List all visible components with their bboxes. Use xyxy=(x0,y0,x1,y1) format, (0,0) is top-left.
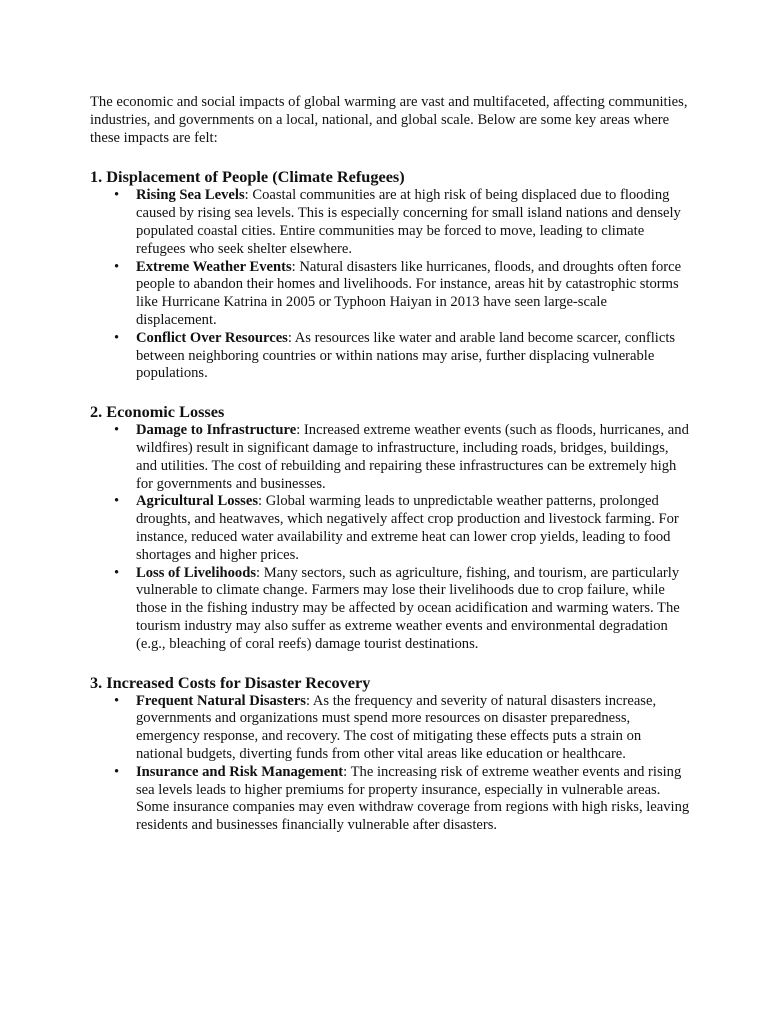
item-term: Agricultural Losses xyxy=(136,493,259,510)
item-term: Extreme Weather Events xyxy=(136,258,292,275)
bullet-icon: • xyxy=(114,329,120,346)
economic-losses-list xyxy=(90,422,690,653)
item-text: : Many sectors, such as agriculture, fishing, and tourism, are particularly vulnerable to climate change. Farmers may lose their livelihoods due to crop failure, while those in the fishing industry may be affected by ocean acidification and warming waters. The tourism industry may also suffer as extreme weather events and environmental degradation (e.g., bleaching of coral reefs) damage tourist destinations. xyxy=(136,564,680,652)
bullet-icon: • xyxy=(114,422,120,439)
item-text: : As the frequency and severity of natural disasters increase, governments and organizations must spend more resources on disaster preparedness, emergency response, and recovery. The cost of mitigating these effects puts a strain on national budgets, diverting funds from other vital areas like education or healthcare. xyxy=(136,692,657,762)
list-item xyxy=(90,259,690,330)
item-text: : Natural disasters like hurricanes, floods, and droughts often force people to abandon their homes and livelihoods. For instance, areas hit by catastrophic storms like Hurricane Katrina in 2005 or Typhoon Haiyan in 2013 have seen large-scale displacement. xyxy=(136,258,682,328)
section-heading-disaster-recovery: 3. Increased Costs for Disaster Recovery xyxy=(90,672,371,692)
section-heading-displacement: 1. Displacement of People (Climate Refugees) xyxy=(90,167,405,187)
section-heading-economic-losses: 2. Economic Losses xyxy=(90,402,225,422)
list-item xyxy=(90,493,690,564)
intro-paragraph: The economic and social impacts of global warming are vast and multifaceted, affecting communities, industries, and governments on a local, national, and global scale. Below are some key areas where these impacts are felt: xyxy=(90,94,688,146)
item-term: Damage to Infrastructure xyxy=(136,422,297,439)
item-term: Conflict Over Resources xyxy=(136,329,288,346)
item-text: : The increasing risk of extreme weather events and rising sea levels leads to higher premiums for property insurance, especially in vulnerable areas. Some insurance companies may even withdraw coverage from regions with high risks, leaving residents and businesses financially vulnerable after disasters. xyxy=(136,763,690,834)
item-text: : Coastal communities are at high risk of being displaced due to flooding caused by rising sea levels. This is especially concerning for small island nations and densely populated coastal cities. Entire communities may be forced to move, leading to climate refugees who seek shelter elsewhere. xyxy=(136,187,681,257)
bullet-icon: • xyxy=(114,763,120,780)
list-item xyxy=(90,764,690,835)
item-term: Frequent Natural Disasters xyxy=(136,692,306,709)
list-item xyxy=(90,187,690,258)
bullet-icon: • xyxy=(114,692,120,709)
disaster-recovery-list xyxy=(90,693,690,835)
bullet-icon: • xyxy=(114,493,120,510)
item-term: Insurance and Risk Management xyxy=(136,763,344,780)
document-page xyxy=(90,94,690,835)
list-item xyxy=(90,330,690,383)
item-text: : As resources like water and arable land become scarcer, conflicts between neighboring countries or within nations may arise, further displacing vulnerable populations. xyxy=(136,329,676,382)
list-item xyxy=(90,422,690,493)
list-item xyxy=(90,565,690,654)
list-item xyxy=(90,693,690,764)
item-term: Rising Sea Levels xyxy=(136,187,245,204)
bullet-icon: • xyxy=(114,564,120,581)
item-term: Loss of Livelihoods xyxy=(136,564,257,581)
item-text: : Increased extreme weather events (such as floods, hurricanes, and wildfires) result in significant damage to infrastructure, including roads, bridges, buildings, and utilities. The cost of rebuilding and repairing these infrastructures can be extremely high for governments and businesses. xyxy=(136,422,689,492)
bullet-icon: • xyxy=(114,258,120,275)
item-text: : Global warming leads to unpredictable weather patterns, prolonged droughts, and heatwaves, which negatively affect crop production and livestock farming. For instance, reduced water availability and extreme heat can lower crop yields, leading to food shortages and higher prices. xyxy=(136,493,679,563)
bullet-icon: • xyxy=(114,187,120,204)
displacement-list xyxy=(90,187,690,383)
